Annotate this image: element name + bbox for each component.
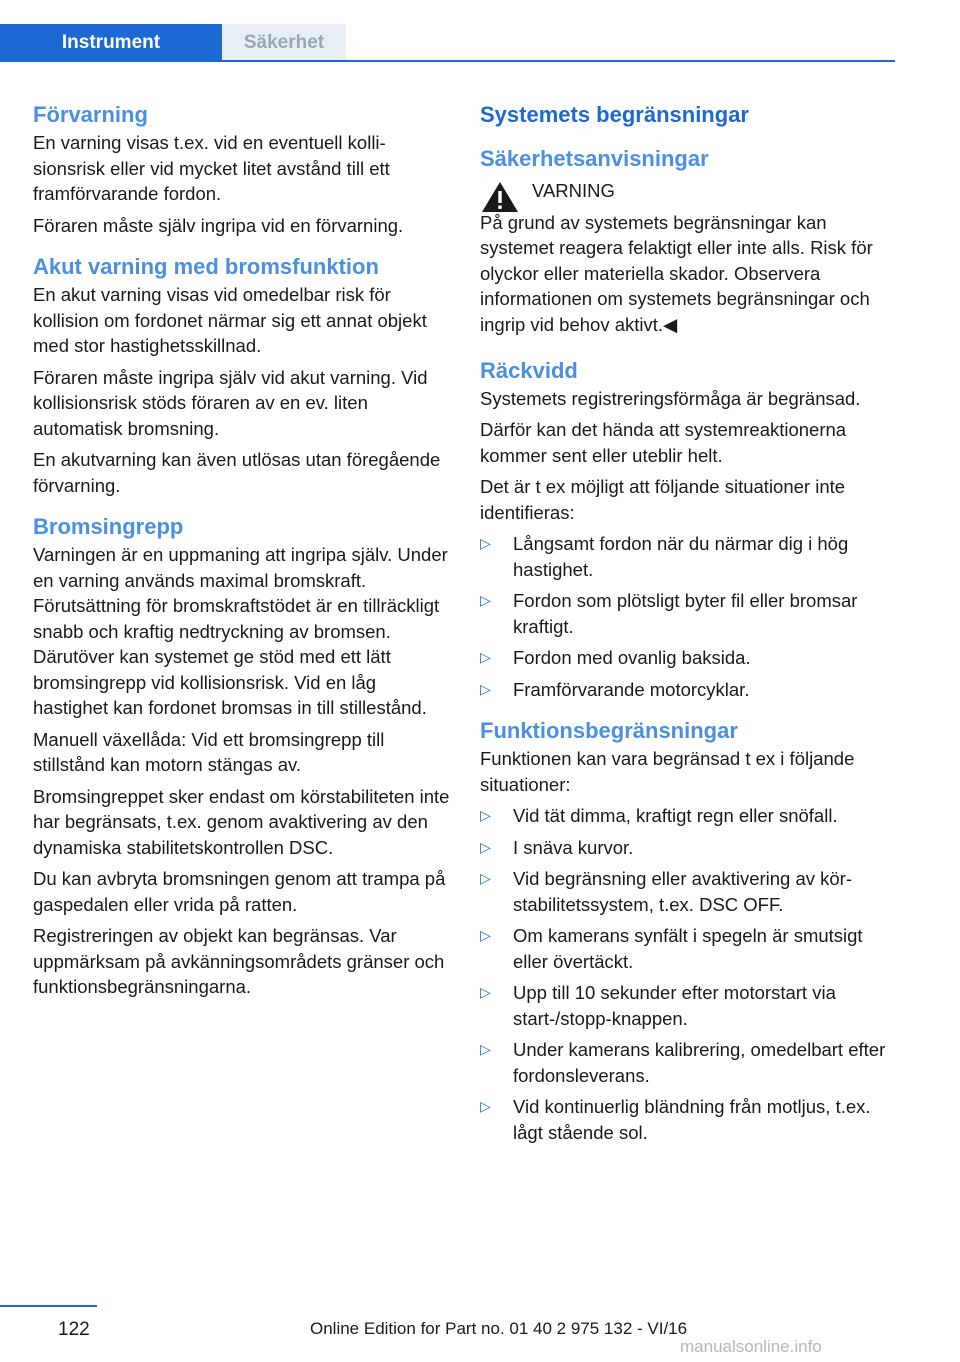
list-item: ▷ Om kamerans synfält i spegeln är smutsigt eller övertäckt. — [480, 925, 863, 972]
paragraph: Det är t ex möjligt att följande situationer inte identifieras: — [480, 476, 846, 523]
header-rule — [0, 60, 895, 62]
warning-text: På grund av systemets begränsningar kan systemet reagera felaktigt eller inte alls. Risk för olyckor eller materiella skador. Observera informationen om systemets begränsningar och ingrip vid behov aktivt.◀ — [480, 211, 873, 335]
paragraph: En akutvarning kan även utlösas utan föregående förvarning. — [33, 449, 441, 496]
paragraph: Systemets registreringsförmåga är begränsad. — [480, 387, 861, 409]
triangle-bullet-icon: ▷ — [480, 927, 491, 943]
left-column — [33, 100, 451, 1006]
section-title-systemets-begransningar: Systemets begränsningar — [480, 102, 749, 127]
tab-instrument[interactable]: Instrument — [0, 24, 222, 61]
section-title-rackvidd: Räckvidd — [480, 357, 578, 383]
warning-triangle-icon — [480, 180, 520, 214]
section-title-funktionsbegransningar: Funktionsbegränsningar — [480, 718, 738, 743]
triangle-bullet-icon: ▷ — [480, 984, 491, 1000]
list-item: ▷ Vid kontinuerlig bländning från motljus, t.ex. lågt stående sol. — [480, 1096, 871, 1143]
footer-rule — [0, 1305, 97, 1307]
tab-sakerhet[interactable]: Säkerhet — [222, 24, 346, 61]
page-number: 122 — [58, 1319, 90, 1340]
triangle-bullet-icon: ▷ — [480, 649, 491, 665]
watermark: manualsonline.info — [680, 1337, 822, 1356]
list-item: ▷ I snäva kurvor. — [480, 835, 895, 861]
list-item: ▷ Upp till 10 sekunder efter motorstart via start-/stopp-knappen. — [480, 982, 836, 1029]
triangle-bullet-icon: ▷ — [480, 870, 491, 886]
warning-box — [480, 178, 895, 337]
list-item: ▷ Fordon som plötsligt byter fil eller bromsar kraftigt. — [480, 590, 858, 637]
edition-text: Online Edition for Part no. 01 40 2 975 132 - VI/16 — [310, 1319, 688, 1338]
funktion-list — [480, 803, 895, 1145]
triangle-bullet-icon: ▷ — [480, 1041, 491, 1057]
list-item: ▷ Fordon med ovanlig baksida. — [480, 645, 895, 671]
list-item: ▷ Vid tät dimma, kraftigt regn eller snöfall. — [480, 803, 895, 829]
list-item: ▷ Framförvarande motorcyklar. — [480, 677, 895, 703]
paragraph: Därför kan det hända att systemreaktionerna kommer sent eller uteblir helt. — [480, 419, 847, 466]
triangle-bullet-icon: ▷ — [480, 807, 491, 823]
paragraph: Manuell växellåda: Vid ett bromsingrepp till stillstånd kan motorn stängas av. — [33, 728, 385, 775]
triangle-bullet-icon: ▷ — [480, 1098, 491, 1114]
warning-title: VARNING — [532, 180, 615, 201]
triangle-bullet-icon: ▷ — [480, 535, 491, 551]
right-column — [480, 100, 895, 1155]
section-title-forvarning: Förvarning — [33, 102, 148, 127]
triangle-bullet-icon: ▷ — [480, 680, 491, 697]
paragraph: Föraren måste ingripa själv vid akut varning. Vid kollisionsrisk stöds föraren av en ev. liten automatisk bromsning. — [33, 366, 428, 439]
paragraph: Du kan avbryta bromsningen genom att trampa på gaspedalen eller vrida på ratten. — [33, 868, 446, 915]
section-title-sakerhetsanvisningar: Säkerhetsanvisningar — [480, 146, 709, 171]
section-title-akut-varning: Akut varning med bromsfunktion — [33, 254, 379, 279]
paragraph: En varning visas t.ex. vid en eventuell kollisionsrisk eller vid mycket litet avstånd till ett framförvarande fordon. — [33, 132, 390, 204]
section-title-bromsingrepp: Bromsingrepp — [33, 514, 184, 539]
paragraph: Registreringen av objekt kan begränsas. Var uppmärksam på avkänningsområdets gränser och funktionsbegränsningarna. — [33, 925, 445, 997]
list-item: ▷ Vid begränsning eller avaktivering av körstabilitetssystem, t.ex. DSC OFF. — [480, 868, 853, 915]
paragraph: En akut varning visas vid omedelbar risk för kollision om fordonet närmar sig ett annat objekt med stor hastighetsskillnad. — [33, 284, 427, 356]
list-item: ▷ Långsamt fordon när du närmar dig i hög hastighet. — [480, 533, 849, 580]
triangle-bullet-icon: ▷ — [480, 592, 491, 608]
paragraph: Bromsingreppet sker endast om körstabiliteten inte har begränsats, t.ex. genom avaktivering av den dynamiska stabilitetskontrollen DSC. — [33, 785, 450, 858]
paragraph: Föraren måste själv ingripa vid en förvarning. — [33, 214, 404, 236]
triangle-bullet-icon: ▷ — [480, 838, 491, 855]
paragraph: Varningen är en uppmaning att ingripa själv. Under en varning används maximal bromskraft. Förutsättning för bromskraftstödet är en tillräckligt snabb och kraftig nedtryckning av bromsen. Därutöver kan systemet ge stöd med ett lätt bromsingrepp vid kollisionsrisk. Vid en låg hastighet kan fordonet bromsas in till stillestånd. — [33, 544, 448, 718]
list-item: ▷ Under kamerans kalibrering, omedelbart efter fordonsleverans. — [480, 1039, 886, 1086]
rackvidd-list — [480, 531, 895, 702]
paragraph: Funktionen kan vara begränsad t ex i följande situationer: — [480, 748, 855, 795]
